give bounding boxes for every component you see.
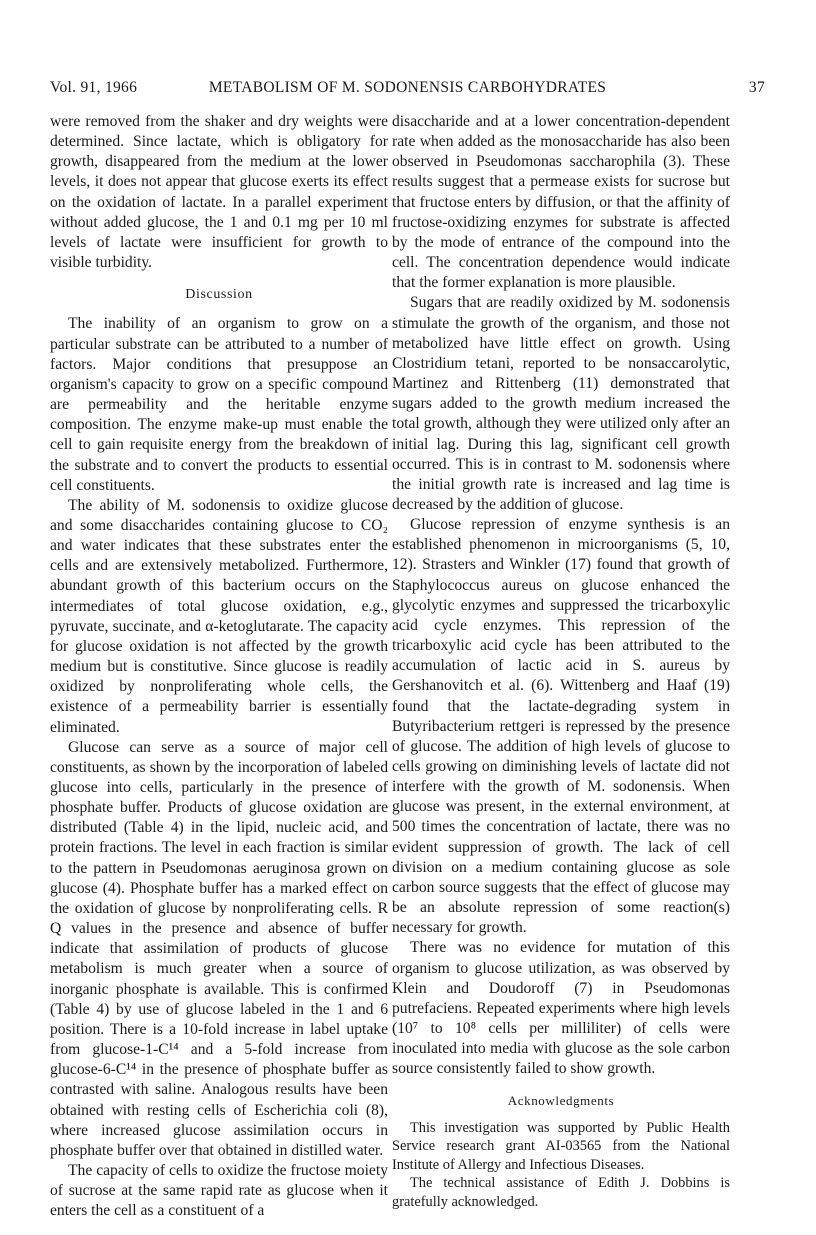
- volume-label: Vol. 91, 1966: [50, 79, 138, 96]
- paragraph: Sugars that are readily oxidized by M. sodonensis stimulate the growth of the organism, and those not metabolized have little effect on growth. Using Clostridium tetani, reported to be nonsaccarolytic, Martinez and Rittenberg (11) demonstrated that sugars added to the growth medium increased the total growth, although they were utilized only after an initial lag. During this lag, significant cell growth occurred. This is in contrast to M. sodonensis where the initial growth rate is increased and lag time is decreased by the addition of glucose.: [392, 294, 730, 513]
- paragraph: Glucose repression of enzyme synthesis is an established phenomenon in microorganisms (5, 10, 12). Strasters and Winkler (17) found that growth of Staphylococcus aureus on glucose enhanced the glycolytic enzymes and suppressed the tricarboxylic acid cycle enzymes. This repression of the tricarboxylic acid cycle has been attributed to the accumulation of lactic acid in S. aureus by Gershanovitch et al. (6). Wittenberg and Haaf (19) found that the lactate-degrading system in Butyribacterium rettgeri is repressed by the presence of glucose. The addition of high levels of glucose to cells growing on diminishing levels of lactate did not interfere with the growth of M. sodonensis. When glucose was present, in the external environment, at 500 times the concentration of lactate, there was no evident suppression of growth. The lack of cell division on a medium containing glucose as sole carbon source suggests that the effect of glucose may be an absolute repression of some reaction(s) necessary for growth.: [392, 516, 730, 937]
- paragraph: The inability of an organism to grow on a particular substrate can be attributed to a number of factors. Major conditions that presuppose an organism's capacity to grow on a specific compound are permeability and the heritable enzyme composition. The enzyme make-up must enable the cell to gain requisite energy from the breakdown of the substrate and to convert the products to essential cell constituents.: [50, 315, 388, 494]
- page-number: 37: [748, 79, 765, 96]
- running-header: [50, 79, 765, 103]
- paragraph: The capacity of cells to oxidize the fructose moiety of sucrose at the same rapid rate as glucose when it enters the cell as a constituent of a: [50, 1161, 388, 1220]
- left-column: [50, 112, 388, 1221]
- paragraph: The ability of M. sodonensis to oxidize glucose and some disaccharides containing glucose to CO₂ and water indicates that these substrates enter the cells and are extensively metabolized. Furthermore, abundant growth of this bacterium occurs on the intermediates of total glucose oxidation, e.g., pyruvate, succinate, and α-ketoglutarate. The capacity for glucose oxidation is not affected by the growth medium but is constitutive. Since glucose is readily oxidized by nonproliferating whole cells, the existence of a permeability barrier is essentially eliminated.: [50, 496, 388, 736]
- paragraph: were removed from the shaker and dry weights were determined. Since lactate, which is obligatory for growth, disappeared from the medium at the lower levels, it does not appear that glucose exerts its effect on the oxidation of lactate. In a parallel experiment without added glucose, the 1 and 0.1 mg per 10 ml levels of lactate were insufficient for growth to visible turbidity.: [50, 113, 388, 272]
- right-column: [392, 112, 730, 1211]
- section-heading-acknowledgments: Acknowledgments: [507, 1092, 615, 1108]
- running-title: METABOLISM OF M. SODONENSIS CARBOHYDRATES: [208, 79, 607, 96]
- section-heading-discussion: Discussion: [185, 287, 253, 303]
- paragraph: There was no evidence for mutation of this organism to glucose utilization, as was observed by Klein and Doudoroff (7) in Pseudomonas putrefaciens. Repeated experiments where high levels (10⁷ to 10⁸ cells per milliliter) of cells were inoculated into media with glucose as the sole carbon source consistently failed to show growth.: [392, 939, 730, 1078]
- acknowledgment-paragraph: The technical assistance of Edith J. Dobbins is gratefully acknowledged.: [392, 1175, 730, 1210]
- paragraph: disaccharide and at a lower concentration-dependent rate when added as the monosaccharide has also been observed in Pseudomonas saccharophila (3). These results suggest that a permease exists for sucrose but that fructose enters by diffusion, or that the affinity of fructose-oxidizing enzymes for substrate is affected by the mode of entrance of the compound into the cell. The concentration dependence would indicate that the former explanation is more plausible.: [392, 113, 730, 292]
- acknowledgment-paragraph: This investigation was supported by Public Health Service research grant AI-03565 from the National Institute of Allergy and Infectious Diseases.: [392, 1119, 730, 1173]
- paragraph: Glucose can serve as a source of major cell constituents, as shown by the incorporation of labeled glucose into cells, particularly in the presence of phosphate buffer. Products of glucose oxidation are distributed (Table 4) in the lipid, nucleic acid, and protein fractions. The level in each fraction is similar to the pattern in Pseudomonas aeruginosa grown on glucose (4). Phosphate buffer has a marked effect on the oxidation of glucose by nonproliferating cells. R Q values in the presence and absence of buffer indicate that assimilation of products of glucose metabolism is much greater when a source of inorganic phosphate is available. This is confirmed (Table 4) by use of glucose labeled in the 1 and 6 position. There is a 10-fold increase in label uptake from glucose-1-C¹⁴ and a 5-fold increase from glucose-6-C¹⁴ in the presence of phosphate buffer as contrasted with saline. Analogous results have been obtained with resting cells of Escherichia coli (8), where increased glucose assimilation occurs in phosphate buffer over that obtained in distilled water.: [50, 738, 388, 1159]
